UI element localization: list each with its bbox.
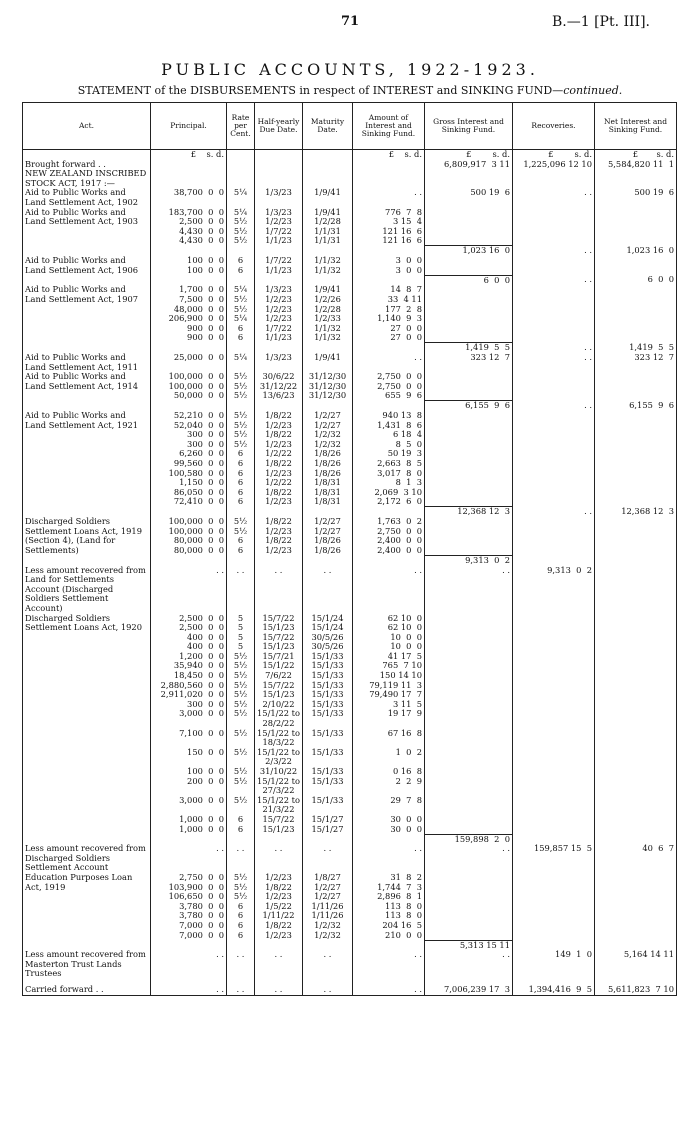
table-cell: 776 7 8 3 15 4 121 16 6 121 16 6 (353, 208, 425, 246)
table-cell: 14 8 7 33 4 11 177 2 8 1,140 9 3 27 0 0 27 0 0 (353, 285, 425, 343)
table-cell: Discharged Soldiers Settlement Loans Act, 1919 (Section 4), (Land for Settlements) (23, 517, 151, 555)
table-cell: . . (353, 950, 425, 979)
table-row (23, 844, 677, 873)
table-cell: . . (425, 566, 513, 614)
document-reference: B.—1 [Pt. III]. (551, 14, 650, 30)
table-cell: . . (425, 844, 513, 873)
table-cell (255, 160, 303, 170)
table-cell (513, 411, 595, 507)
table-cell: . . (255, 844, 303, 873)
table-cell: 2,750 0 0 2,750 0 0 655 9 6 (353, 372, 425, 401)
table-cell: 1,700 0 0 7,500 0 0 48,000 0 0 206,900 0 0 900 0 0 900 0 0 (151, 285, 227, 343)
table-cell (23, 401, 151, 411)
table-row (23, 517, 677, 555)
table-cell (595, 372, 677, 401)
table-cell: . . (513, 353, 595, 372)
table-cell: 149 1 0 (513, 950, 595, 979)
column-header: Maturity Date. (303, 103, 353, 150)
table-row (23, 285, 677, 343)
table-cell: . . (353, 188, 425, 207)
subtotal-row (23, 834, 677, 844)
table-cell: 1/2/27 1/2/27 1/8/26 1/8/26 (303, 517, 353, 555)
table-cell (425, 873, 513, 940)
table-cell (513, 285, 595, 343)
table-cell (425, 208, 513, 246)
table-cell: . . (425, 950, 513, 979)
table-cell (255, 401, 303, 411)
table-cell: Aid to Public Works and Land Settlement Act, 1902 (23, 188, 151, 207)
table-cell: 1/9/41 1/2/26 1/2/28 1/2/33 1/1/32 1/1/32 (303, 285, 353, 343)
table-cell: 323 12 7 (595, 353, 677, 372)
table-cell (595, 834, 677, 844)
table-row (23, 950, 677, 979)
table-cell: 40 6 7 (595, 844, 677, 873)
table-cell (425, 169, 513, 188)
table-cell (303, 246, 353, 256)
table-cell: 6 6 (227, 256, 255, 275)
table-cell: . . (513, 507, 595, 517)
table-cell (303, 555, 353, 565)
table-cell: Discharged Soldiers Settlement Loans Act, 1920 (23, 614, 151, 835)
table-cell (353, 507, 425, 517)
table-cell (227, 343, 255, 353)
table-cell: . . (227, 844, 255, 873)
table-row (23, 169, 677, 188)
table-cell: . . (255, 979, 303, 995)
table-cell (303, 343, 353, 353)
column-header: Half-yearly Due Date. (255, 103, 303, 150)
table-cell: . . (353, 979, 425, 995)
table-cell: 940 13 8 1,431 8 6 6 18 4 8 5 0 50 19 3 2,663 8 5 3,017 8 0 8 1 3 2,069 3 10 2,172 6 0 (353, 411, 425, 507)
table-cell: £ s. d. (353, 150, 425, 160)
table-cell (227, 555, 255, 565)
column-header: Amount of Interest and Sinking Fund. (353, 103, 425, 150)
table-cell (353, 401, 425, 411)
table-cell: . . (303, 566, 353, 614)
table-cell: 5½ 5½ 5½ 5½ 6 6 6 6 6 6 (227, 411, 255, 507)
table-cell: 12,368 12 3 (595, 507, 677, 517)
table-cell: . . (303, 844, 353, 873)
table-cell: Brought forward . . (23, 160, 151, 170)
table-cell: 100,000 0 0 100,000 0 0 80,000 0 0 80,000 0 0 (151, 517, 227, 555)
table-cell: 1,419 5 5 (425, 343, 513, 353)
table-cell: 31/12/30 31/12/30 31/12/30 (303, 372, 353, 401)
table-cell: 9,313 0 2 (425, 555, 513, 565)
table-cell (151, 834, 227, 844)
table-cell: 1/8/22 1/2/23 1/8/22 1/2/23 (255, 517, 303, 555)
table-cell: 1,419 5 5 (595, 343, 677, 353)
table-cell (303, 940, 353, 950)
table-cell: 1,225,096 12 10 (513, 160, 595, 170)
table-cell (595, 555, 677, 565)
table-cell (353, 160, 425, 170)
table-cell: 5,313 15 11 (425, 940, 513, 950)
table-cell: 5½ 5½ 6 6 (227, 517, 255, 555)
table-cell (595, 566, 677, 614)
table-cell (513, 614, 595, 835)
table-cell (595, 285, 677, 343)
table-cell: 38,700 0 0 (151, 188, 227, 207)
table-cell: 1/2/23 1/8/22 1/2/23 1/5/22 1/11/22 1/8/22 1/2/23 (255, 873, 303, 940)
table-cell (425, 256, 513, 275)
table-cell (595, 169, 677, 188)
table-cell (303, 401, 353, 411)
table-cell (513, 208, 595, 246)
table-cell (227, 169, 255, 188)
table-cell (303, 834, 353, 844)
table-cell (151, 275, 227, 285)
table-cell: 62 10 0 62 10 0 10 0 0 10 0 0 41 17 5 765 7 10 150 14 10 79,119 11 3 79,490 17 7 3 11 5 19 17 9 67 16 8 1 0 2 0 16 8 2 2 9 29 7 8 30 0 0 30 0 0 (353, 614, 425, 835)
table-cell (23, 343, 151, 353)
table-cell: 2,500 0 0 2,500 0 0 400 0 0 400 0 0 1,200 0 0 35,940 0 0 18,450 0 0 2,880,560 0 0 2,911,020 0 0 300 0 0 3,000 0 0 7,100 0 0 150 0 0 100 0 0 200 0 0 3,000 0 0 1,000 0 0 1,000 0 0 (151, 614, 227, 835)
table-cell (255, 150, 303, 160)
table-row (23, 160, 677, 170)
table-cell (595, 873, 677, 940)
table-cell (303, 507, 353, 517)
table-cell (513, 256, 595, 275)
table-cell: 5¼ (227, 353, 255, 372)
column-header: Recoveries. (513, 103, 595, 150)
table-row (23, 208, 677, 246)
table-cell: 1/1/32 1/1/32 (303, 256, 353, 275)
table-cell: 5½ 5½ 5½ (227, 372, 255, 401)
column-header: Net Interest and Sinking Fund. (595, 103, 677, 150)
table-cell: Aid to Public Works and Land Settlement Act, 1907 (23, 285, 151, 343)
table-cell (303, 150, 353, 160)
table-row (23, 372, 677, 401)
table-row (23, 873, 677, 940)
table-cell: Aid to Public Works and Land Settlement Act, 1921 (23, 411, 151, 507)
column-header: Gross Interest and Sinking Fund. (425, 103, 513, 150)
table-body (23, 150, 677, 996)
table-cell: . . (513, 343, 595, 353)
table-cell: 500 19 6 (425, 188, 513, 207)
subtitle-continued: continued. (563, 84, 623, 97)
table-cell: . . (151, 844, 227, 873)
table-cell (425, 614, 513, 835)
table-cell (255, 940, 303, 950)
table-cell (23, 507, 151, 517)
table-cell (151, 343, 227, 353)
table-cell: 9,313 0 2 (513, 566, 595, 614)
table-cell (227, 160, 255, 170)
table-cell: . . (353, 844, 425, 873)
statement-subtitle (0, 84, 700, 97)
table-row (23, 566, 677, 614)
table-cell: 30/6/22 31/12/22 13/6/23 (255, 372, 303, 401)
table-cell (595, 411, 677, 507)
table-cell: . . (353, 353, 425, 372)
table-cell: Aid to Public Works and Land Settlement Act, 1906 (23, 256, 151, 275)
table-cell: 323 12 7 (425, 353, 513, 372)
table-cell: . . (513, 401, 595, 411)
column-header: Act. (23, 103, 151, 150)
table-cell: . . (151, 979, 227, 995)
table-cell: Aid to Public Works and Land Settlement Act, 1911 (23, 353, 151, 372)
table-cell: . . (255, 566, 303, 614)
table-cell: 1/8/27 1/2/27 1/2/27 1/11/26 1/11/26 1/2/32 1/2/32 (303, 873, 353, 940)
table-cell: . . (227, 979, 255, 995)
table-cell: 183,700 0 0 2,500 0 0 4,430 0 0 4,430 0 0 (151, 208, 227, 246)
table-cell: 52,210 0 0 52,040 0 0 300 0 0 300 0 0 6,260 0 0 99,560 0 0 100,580 0 0 1,150 0 0 86,050 0 0 72,410 0 0 (151, 411, 227, 507)
table-cell (151, 507, 227, 517)
table-cell (353, 940, 425, 950)
table-cell (151, 401, 227, 411)
table-cell: 1/9/41 1/2/28 1/1/31 1/1/31 (303, 208, 353, 246)
table-cell: £ s. d. (425, 150, 513, 160)
table-cell: 1,394,416 9 5 (513, 979, 595, 995)
table-cell (255, 555, 303, 565)
table-cell (255, 834, 303, 844)
table-cell (151, 940, 227, 950)
table-cell: 6,155 9 6 (425, 401, 513, 411)
table-cell (255, 275, 303, 285)
table-cell: Less amount recovered from Discharged Soldiers Settlement Account (23, 844, 151, 873)
table-cell (227, 275, 255, 285)
table-cell: 6 0 0 (425, 275, 513, 285)
table-cell: Carried forward . . (23, 979, 151, 995)
table-cell: 159,898 2 0 (425, 834, 513, 844)
subtotal-row (23, 246, 677, 256)
table-cell (255, 246, 303, 256)
table-cell: £ s. d. (151, 150, 227, 160)
table-cell: . . (513, 275, 595, 285)
table-cell: 1/3/23 (255, 353, 303, 372)
table-cell (513, 517, 595, 555)
table-cell (513, 169, 595, 188)
page-title: PUBLIC ACCOUNTS, 1922-1923. (161, 60, 539, 79)
table-cell (513, 873, 595, 940)
table-cell (151, 246, 227, 256)
subtotal-row (23, 343, 677, 353)
table-cell: . . (255, 950, 303, 979)
table-cell: Education Purposes Loan Act, 1919 (23, 873, 151, 940)
table-cell: 1/9/41 (303, 188, 353, 207)
table-cell (227, 940, 255, 950)
table-cell (23, 246, 151, 256)
table-cell (353, 246, 425, 256)
table-cell (513, 555, 595, 565)
table-cell: 1/8/22 1/2/23 1/8/22 1/2/23 1/2/22 1/8/22 1/2/23 1/2/22 1/8/22 1/2/23 (255, 411, 303, 507)
subtotal-row (23, 507, 677, 517)
table-cell: 5¼ 5½ 5½ 5¼ 6 6 (227, 285, 255, 343)
table-cell (353, 555, 425, 565)
table-cell: 159,857 15 5 (513, 844, 595, 873)
table-cell (353, 834, 425, 844)
table-cell: 6,809,917 3 11 (425, 160, 513, 170)
table-cell: Aid to Public Works and Land Settlement Act, 1914 (23, 372, 151, 401)
table-cell: 5,611,823 7 10 (595, 979, 677, 995)
unit-row (23, 150, 677, 160)
table-cell: 25,000 0 0 (151, 353, 227, 372)
table-cell: 500 19 6 (595, 188, 677, 207)
table-cell: Less amount recovered from Land for Settlements Account (Discharged Soldiers Settlement Account) (23, 566, 151, 614)
table-cell (303, 275, 353, 285)
table-cell: 1,023 16 0 (595, 246, 677, 256)
disbursements-table (22, 102, 677, 996)
table-cell (425, 517, 513, 555)
table-cell (353, 343, 425, 353)
table-cell: 1,023 16 0 (425, 246, 513, 256)
table-cell: 1/3/23 1/2/23 1/2/23 1/2/23 1/7/22 1/1/23 (255, 285, 303, 343)
table-cell (255, 169, 303, 188)
table-cell: . . (303, 979, 353, 995)
table-cell: 5¼ 5½ 5½ 5½ (227, 208, 255, 246)
table-cell: 5,164 14 11 (595, 950, 677, 979)
table-cell (425, 411, 513, 507)
table-cell (23, 555, 151, 565)
table-cell (255, 507, 303, 517)
table-cell: 15/7/22 15/1/23 15/7/22 15/1/23 15/7/21 15/1/22 7/6/22 15/7/22 15/1/23 2/10/22 15/1/22 to 28/2/22 15/1/22 to 18/3/22 15/1/22 to 2/3/22 31/10/22 15/1/22 to 27/3/22 15/1/22 to 21/3/22 15/7/22 15/1/23 (255, 614, 303, 835)
table-cell: . . (513, 188, 595, 207)
subtotal-row (23, 555, 677, 565)
table-cell: NEW ZEALAND INSCRIBED STOCK ACT, 1917 :— (23, 169, 151, 188)
table-cell (255, 343, 303, 353)
table-cell (23, 834, 151, 844)
table-cell: . . (513, 246, 595, 256)
table-cell (425, 285, 513, 343)
table-cell: 6,155 9 6 (595, 401, 677, 411)
table-cell: . . (227, 950, 255, 979)
table-cell: 5,584,820 11 1 (595, 160, 677, 170)
table-cell: 100,000 0 0 100,000 0 0 50,000 0 0 (151, 372, 227, 401)
table-cell (595, 256, 677, 275)
table-cell (227, 834, 255, 844)
table-cell (595, 208, 677, 246)
table-cell: 7,006,239 17 3 (425, 979, 513, 995)
table-cell (513, 372, 595, 401)
subtitle-main: STATEMENT of the DISBURSEMENTS in respect of INTEREST and SINKING FUND— (77, 84, 564, 97)
table-cell: 5¼ (227, 188, 255, 207)
table-cell (353, 275, 425, 285)
table-cell: 15/1/24 15/1/24 30/5/26 30/5/26 15/1/33 15/1/33 15/1/33 15/1/33 15/1/33 15/1/33 15/1/33 15/1/33 15/1/33 15/1/33 15/1/33 15/1/33 15/1/27 15/1/27 (303, 614, 353, 835)
column-header: Principal. (151, 103, 227, 150)
column-header-row (23, 103, 677, 150)
table-cell: 3 0 0 3 0 0 (353, 256, 425, 275)
table-cell: 12,368 12 3 (425, 507, 513, 517)
table-cell: Less amount recovered from Masterton Trust Lands Trustees (23, 950, 151, 979)
table-row (23, 979, 677, 995)
table-cell (595, 614, 677, 835)
accounts-table-wrapper (22, 102, 676, 1142)
table-cell: Aid to Public Works and Land Settlement Act, 1903 (23, 208, 151, 246)
table-row (23, 614, 677, 835)
table-cell (595, 517, 677, 555)
table-cell: 5½ 5½ 5½ 6 6 6 6 (227, 873, 255, 940)
table-cell (227, 150, 255, 160)
table-cell (513, 940, 595, 950)
table-cell: 31 8 2 1,744 7 3 2,896 8 1 113 8 0 113 8 0 204 16 5 210 0 0 (353, 873, 425, 940)
table-cell: 1/7/22 1/1/23 (255, 256, 303, 275)
page-number: 71 (340, 14, 360, 29)
table-cell (513, 834, 595, 844)
table-cell (353, 169, 425, 188)
column-header: Rate per Cent. (227, 103, 255, 150)
table-cell (23, 940, 151, 950)
table-cell (303, 169, 353, 188)
table-cell: 1,763 0 2 2,750 0 0 2,400 0 0 2,400 0 0 (353, 517, 425, 555)
table-cell: . . (151, 950, 227, 979)
table-cell (23, 150, 151, 160)
table-cell (151, 555, 227, 565)
subtotal-row (23, 401, 677, 411)
table-cell: 5 5 5 5 5½ 5½ 5½ 5½ 5½ 5½ 5½ 5½ 5½ 5½ 5½ 5½ 6 6 (227, 614, 255, 835)
table-cell (425, 372, 513, 401)
table-cell: . . (151, 566, 227, 614)
table-cell (23, 275, 151, 285)
table-row (23, 353, 677, 372)
subtotal-row (23, 275, 677, 285)
table-cell (227, 246, 255, 256)
table-cell: . . (303, 950, 353, 979)
table-cell (227, 507, 255, 517)
table-cell (151, 160, 227, 170)
table-cell: 1/3/23 (255, 188, 303, 207)
table-cell (227, 401, 255, 411)
table-row (23, 411, 677, 507)
subtotal-row (23, 940, 677, 950)
table-cell: . . (227, 566, 255, 614)
table-cell (595, 940, 677, 950)
table-cell: 1/9/41 (303, 353, 353, 372)
table-row (23, 188, 677, 207)
table-cell (303, 160, 353, 170)
table-cell: . . (353, 566, 425, 614)
table-cell (151, 169, 227, 188)
table-cell: 1/2/27 1/2/27 1/2/32 1/2/32 1/8/26 1/8/26 1/8/26 1/8/31 1/8/31 1/8/31 (303, 411, 353, 507)
table-cell: £ s. d. (595, 150, 677, 160)
table-cell: 6 0 0 (595, 275, 677, 285)
table-row (23, 256, 677, 275)
table-cell: 2,750 0 0 103,900 0 0 106,650 0 0 3,780 0 0 3,780 0 0 7,000 0 0 7,000 0 0 (151, 873, 227, 940)
table-cell: 100 0 0 100 0 0 (151, 256, 227, 275)
table-cell: £ s. d. (513, 150, 595, 160)
table-cell: 1/3/23 1/2/23 1/7/22 1/1/23 (255, 208, 303, 246)
